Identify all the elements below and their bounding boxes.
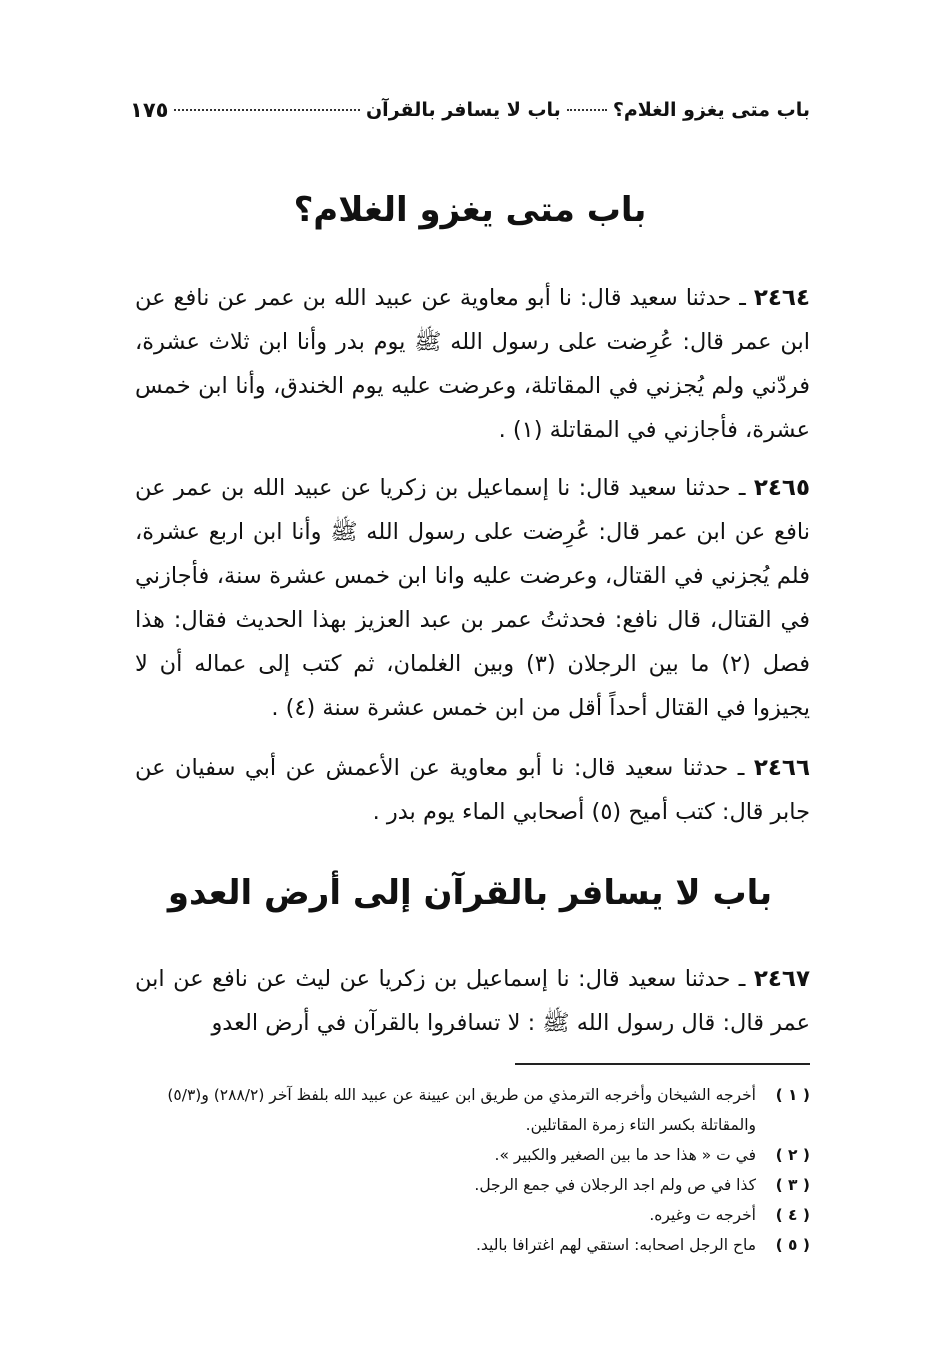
footnotes bbox=[135, 1080, 810, 1260]
hadith-2465 bbox=[135, 466, 810, 730]
footnote-number: ( ٣ ) bbox=[775, 1176, 810, 1194]
footnote-2 bbox=[135, 1140, 810, 1170]
footnote-text: ماح الرجل اصحابه: استقي لهم اغترافا باليد. bbox=[475, 1236, 756, 1254]
hadith-text: ـ حدثنا سعيد قال: نا إسماعيل بن زكريا عن ليث عن نافع عن ابن عمر قال: قال رسول الله ﷺ : لا تسافروا بالقرآن في أرض العدو bbox=[135, 966, 810, 1036]
header-chapter-left: باب متى يغزو الغلام؟ bbox=[612, 99, 810, 121]
footnote-4 bbox=[135, 1200, 810, 1230]
hadith-text: ـ حدثنا سعيد قال: نا إسماعيل بن زكريا عن عبيد الله بن عمر عن نافع عن ابن عمر قال: عُرِضت على رسول الله ﷺ وأنا ابن اربع عشرة، فلم يُجزني في القتال، وعرضت عليه وانا ابن خمس عشرة سنة، فأجازني في القتال، قال نافع: فحدثتُ عمر بن عبد العزيز بهذا الحديث فقال: هذا فصل (٢) ما بين الرجلان (٣) وبين الغلمان، ثم كتب إلى عماله أن لا يجيزوا في القتال أحداً أقل من ابن خمس عشرة سنة (٤) . bbox=[135, 475, 811, 721]
hadith-number: ٢٤٦٥ bbox=[753, 475, 810, 501]
header-chapter-right: باب لا يسافر بالقرآن bbox=[365, 99, 561, 121]
footnote-3 bbox=[135, 1170, 810, 1200]
footnote-number: ( ٢ ) bbox=[775, 1146, 810, 1164]
header-dots-2 bbox=[174, 109, 360, 111]
chapter-title-1: باب متى يغزو الغلام؟ bbox=[293, 190, 647, 230]
hadith-2464 bbox=[135, 276, 810, 452]
footnote-number: ( ١ ) bbox=[775, 1086, 810, 1104]
footnote-number: ( ٤ ) bbox=[775, 1206, 810, 1224]
hadith-2466 bbox=[135, 746, 810, 834]
hadith-number: ٢٤٦٦ bbox=[753, 755, 810, 781]
hadith-text: ـ حدثنا سعيد قال: نا أبو معاوية عن الأعمش عن أبي سفيان عن جابر قال: كتب أميح (٥) أصحابي الماء يوم بدر . bbox=[135, 755, 810, 825]
running-header bbox=[130, 92, 810, 128]
header-dots-1 bbox=[567, 109, 607, 111]
footnote-text: أخرجه الشيخان وأخرجه الترمذي من طريق ابن عيينة عن عبيد الله بلفظ آخر (٢٨٨/٢) و(٥/٣) والمقاتلة بكسر التاء زمرة المقاتلين. bbox=[167, 1086, 756, 1134]
footnote-number: ( ٥ ) bbox=[775, 1236, 810, 1254]
footnote-text: أخرجه ت وغيره. bbox=[649, 1206, 756, 1224]
hadith-text: ـ حدثنا سعيد قال: نا أبو معاوية عن عبيد الله بن عمر عن نافع عن ابن عمر قال: عُرِضت على رسول الله ﷺ يوم بدر وأنا ابن ثلاث عشرة، فردّني ولم يُجزني في المقاتلة، وعرضت عليه يوم الخندق، وأنا ابن خمس عشرة، فأجازني في المقاتلة (١) . bbox=[135, 285, 810, 443]
footnote-text: في ت « هذا حد ما بين الصغير والكبير ». bbox=[494, 1146, 756, 1164]
chapter-title-2: باب لا يسافر بالقرآن إلى أرض العدو bbox=[167, 873, 773, 913]
footnote-separator bbox=[515, 1063, 810, 1065]
page-number: ١٧٥ bbox=[130, 98, 169, 122]
hadith-2467 bbox=[135, 957, 810, 1045]
footnote-text: كذا في ص ولم اجد الرجلان في جمع الرجل. bbox=[474, 1176, 756, 1194]
footnote-1 bbox=[135, 1080, 810, 1140]
hadith-number: ٢٤٦٧ bbox=[753, 966, 810, 992]
footnote-5 bbox=[135, 1230, 810, 1260]
hadith-number: ٢٤٦٤ bbox=[753, 285, 810, 311]
